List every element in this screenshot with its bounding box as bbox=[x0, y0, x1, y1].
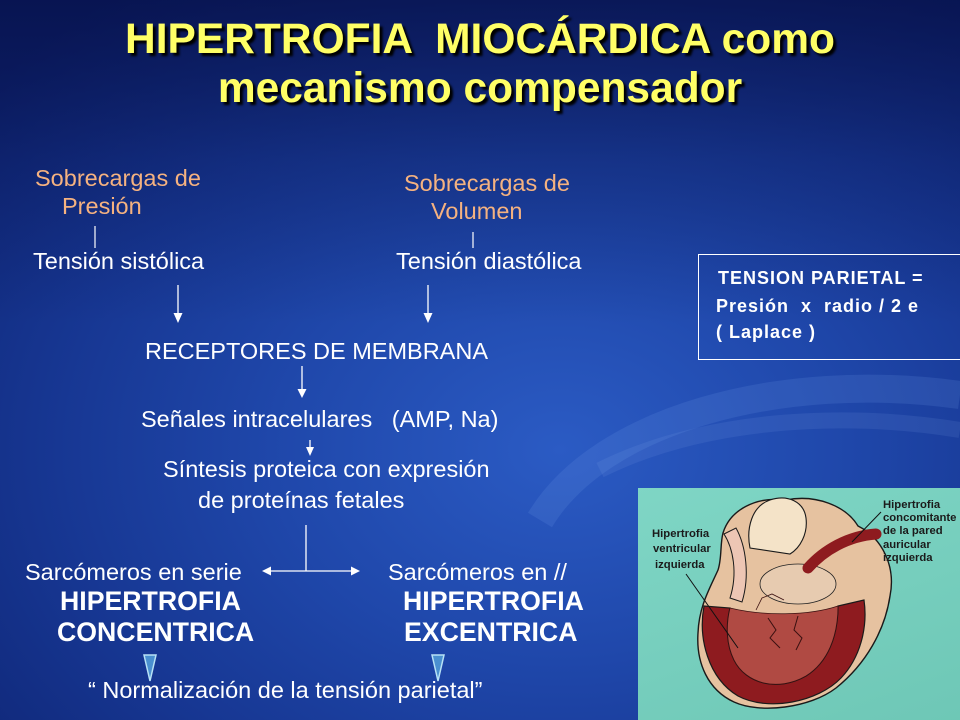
mitral-region bbox=[760, 564, 836, 604]
laplace-line1: TENSION PARIETAL = bbox=[718, 268, 924, 288]
figure-label-left-line1: Hipertrofia bbox=[652, 528, 710, 540]
slide-title-line1: HIPERTROFIA MIOCÁRDICA como bbox=[125, 16, 835, 63]
eccentric-hypertrophy-line2: EXCENTRICA bbox=[404, 617, 578, 647]
arrow-systolic-to-receptors bbox=[174, 285, 183, 323]
diastolic-tension: Tensión diastólica bbox=[396, 248, 582, 274]
pressure-overload-line1: Sobrecargas de bbox=[35, 165, 201, 191]
arrow-receptors-to-signals bbox=[298, 366, 307, 398]
volume-overload-line2: Volumen bbox=[431, 198, 523, 224]
systolic-tension: Tensión sistólica bbox=[33, 248, 205, 274]
eccentric-hypertrophy-line1: HIPERTROFIA bbox=[403, 586, 584, 616]
figure-label-left-line2: ventricular bbox=[653, 543, 711, 555]
heart-figure bbox=[638, 488, 960, 720]
laplace-line2: Presión x radio / 2 e bbox=[716, 296, 920, 316]
laplace-line3: ( Laplace ) bbox=[716, 322, 817, 342]
protein-synthesis-line2: de proteínas fetales bbox=[198, 487, 405, 513]
figure-label-right-line4: auricular bbox=[883, 539, 931, 551]
figure-label-right-line3: de la pared bbox=[883, 525, 943, 537]
figure-label-right-line1: Hipertrofia bbox=[883, 499, 941, 511]
figure-label-left-line3: izquierda bbox=[655, 559, 705, 571]
arrow-diastolic-to-receptors bbox=[424, 285, 433, 323]
normalization-text: “ Normalización de la tensión parietal” bbox=[88, 677, 483, 703]
double-arrow-sarcomeres bbox=[262, 567, 360, 576]
series-sarcomeres: Sarcómeros en serie bbox=[25, 559, 242, 585]
parallel-sarcomeres: Sarcómeros en // bbox=[388, 559, 567, 585]
volume-overload-line1: Sobrecargas de bbox=[404, 170, 570, 196]
intracellular-signals: Señales intracelulares (AMP, Na) bbox=[141, 406, 499, 432]
protein-synthesis-line1: Síntesis proteica con expresión bbox=[163, 456, 490, 482]
figure-label-right-line2: concomitante bbox=[883, 512, 957, 524]
figure-label-right-line5: izquierda bbox=[883, 552, 933, 564]
arrow-signals-to-synthesis bbox=[306, 440, 314, 456]
membrane-receptors: RECEPTORES DE MEMBRANA bbox=[145, 338, 488, 364]
pressure-overload-line2: Presión bbox=[62, 193, 142, 219]
slide-title-line2: mecanismo compensador bbox=[217, 65, 743, 112]
concentric-hypertrophy-line1: HIPERTROFIA bbox=[60, 586, 241, 616]
concentric-hypertrophy-line2: CONCENTRICA bbox=[57, 617, 255, 647]
